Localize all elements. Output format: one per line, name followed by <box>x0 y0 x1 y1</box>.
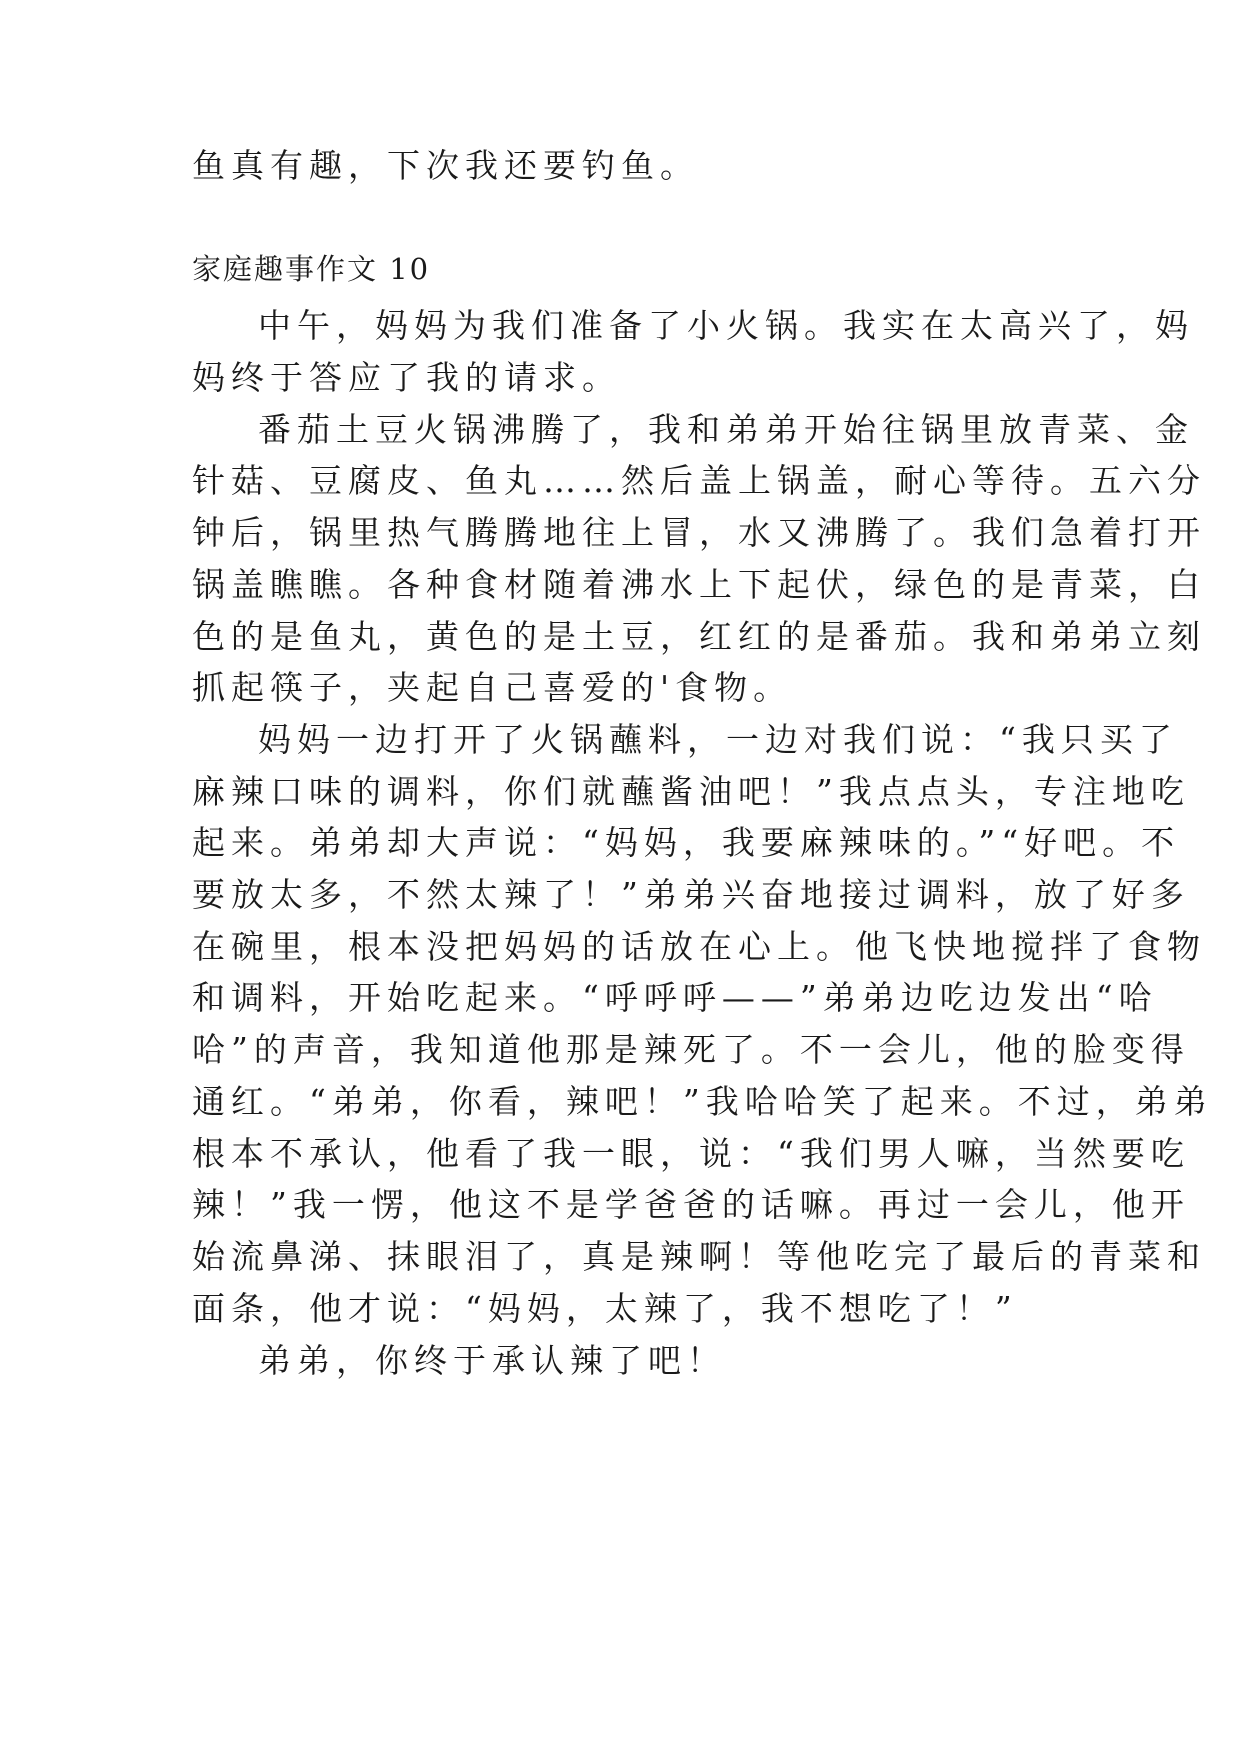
text-line: 妈妈一边打开了火锅蘸料，一边对我们说：“我只买了 <box>258 720 1178 759</box>
text-line: 根本不承认，他看了我一眼，说：“我们男人嘛，当然要吃 <box>192 1134 1190 1173</box>
text-line: 面条，他才说：“妈妈，太辣了，我不想吃了！” <box>192 1289 1018 1328</box>
text-line: 中午，妈妈为我们准备了小火锅。我实在太高兴了，妈 <box>258 306 1194 345</box>
text-line: 钟后，锅里热气腾腾地往上冒，水又沸腾了。我们急着打开 <box>192 513 1206 552</box>
text-line: 针菇、豆腐皮、鱼丸……然后盖上锅盖，耐心等待。五六分 <box>192 461 1206 500</box>
text-line: 在碗里，根本没把妈妈的话放在心上。他飞快地搅拌了食物 <box>192 927 1206 966</box>
text-line: 要放太多，不然太辣了！”弟弟兴奋地接过调料，放了好多 <box>192 875 1190 914</box>
text-line: 通红。“弟弟，你看，辣吧！”我哈哈笑了起来。不过，弟弟 <box>192 1082 1213 1121</box>
text-line: 番茄土豆火锅沸腾了，我和弟弟开始往锅里放青菜、金 <box>258 410 1194 449</box>
carryover-line: 鱼真有趣，下次我还要钓鱼。 <box>192 146 699 185</box>
text-line: 锅盖瞧瞧。各种食材随着沸水上下起伏，绿色的是青菜，白 <box>192 565 1206 604</box>
text-line: 弟弟，你终于承认辣了吧！ <box>258 1341 726 1380</box>
essay-title: 家庭趣事作文 10 <box>192 252 431 286</box>
text-line: 起来。弟弟却大声说：“妈妈，我要麻辣味的。”“好吧。不 <box>192 823 1181 862</box>
text-line: 辣！”我一愣，他这不是学爸爸的话嘛。再过一会儿，他开 <box>192 1185 1190 1224</box>
text-line: 和调料，开始吃起来。“呼呼呼——”弟弟边吃边发出“哈 <box>192 978 1158 1017</box>
text-line: 色的是鱼丸，黄色的是土豆，红红的是番茄。我和弟弟立刻 <box>192 617 1206 656</box>
text-line: 麻辣口味的调料，你们就蘸酱油吧！”我点点头，专注地吃 <box>192 772 1190 811</box>
text-line: 哈”的声音，我知道他那是辣死了。不一会儿，他的脸变得 <box>192 1030 1190 1069</box>
text-line: 抓起筷子，夹起自己喜爱的'食物。 <box>192 668 793 707</box>
text-line: 妈终于答应了我的请求。 <box>192 358 621 397</box>
text-line: 始流鼻涕、抹眼泪了，真是辣啊！等他吃完了最后的青菜和 <box>192 1237 1206 1276</box>
